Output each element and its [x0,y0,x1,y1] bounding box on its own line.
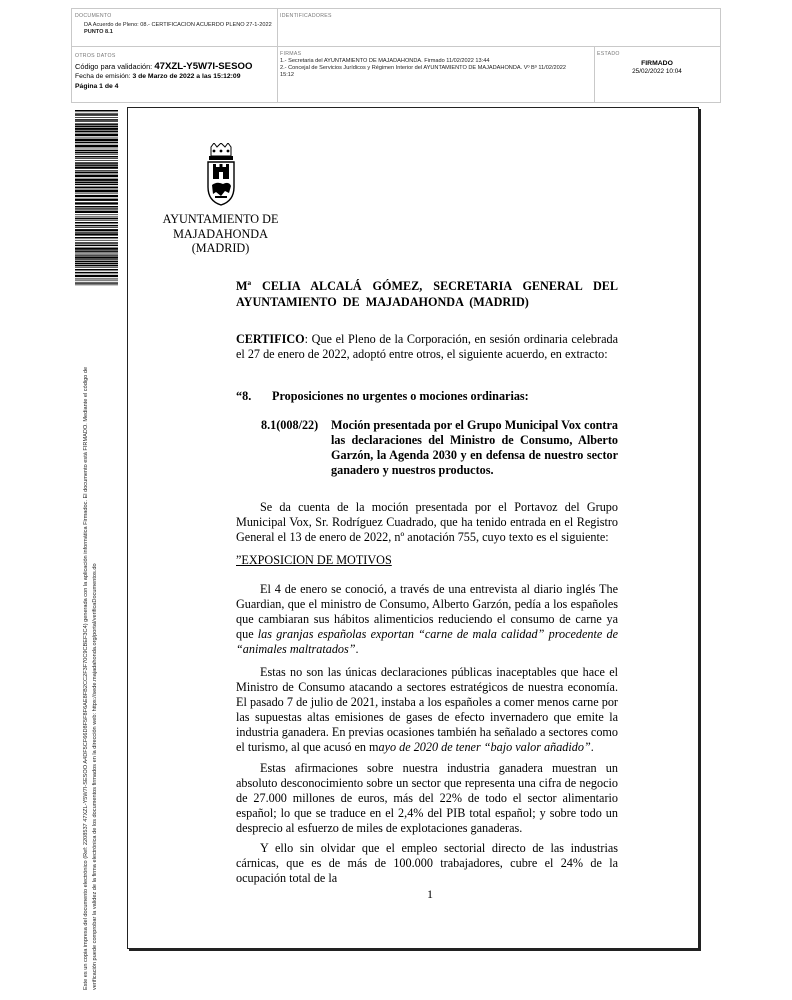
estado-value: FIRMADO [641,60,673,67]
firma-2: 2.- Concejal de Servicios Jurídicos y Régimen Interior del AYUNTAMIENTO DE MAJADAHONDA. Vº Bº 11/02/2022 [280,65,566,71]
side-note-line1: Este es un copia impresa del documento electrónico (Ref: 2208537 47XZL-Y5W7I-SESOO A4DF5CF66D8F5F8F6AE8FB2CC2F3F70C9CBEF3C4) generada con la aplicación informática Firmadoc. El documento está FIRMADO. Mediante el código de [83,366,89,990]
paragraph-2-text: Estas no son las únicas declaraciones públicas inaceptables que hace el Ministro de Consumo atacando a sectores estratégicos de nuestra economía. El pasado 7 de julio de 2021, instaba a los españoles a comer menos carne por las supuestas altas emisiones de gases de efecto invernadero que emite la industria ganadera. En previas ocasiones también ha señalado a sectores como el turismo, al que acusó en m [236,665,618,754]
letterhead-line3: (MADRID) [191,241,250,255]
documento-line1: DA Acuerdo de Pleno: 08.- CERTIFICACION ACUERDO PLENO 27-1-2022 [84,22,272,28]
firmas-list [280,58,592,79]
paragraph-4: Y ello sin olvidar que el empleo sectorial directo de las industrias cárnicas, que es de más de 100.000 trabajadores, cubre el 24% de la ocupación total de la [236,841,618,885]
firma-3: 15:12 [280,72,294,78]
codigo-prefix: Código para validación: [75,62,153,71]
document-metadata-table [71,8,721,103]
documento-label: DOCUMENTO [75,13,112,19]
validation-code-line [75,61,252,72]
emission-date-line [75,73,241,80]
firmas-label: FIRMAS [280,51,302,57]
documento-line2: PUNTO 8.1 [84,29,113,35]
page-count: Página 1 de 4 [75,83,119,90]
letterhead-line2: MAJADAHONDA [173,226,268,241]
coat-of-arms-crest [203,143,239,211]
barcode-image [75,110,118,286]
certifico-paragraph [236,332,618,362]
certificate-heading: Mª CELIA ALCALÁ GÓMEZ, SECRETARIA GENERAL DEL AYUNTAMIENTO DE MAJADAHONDA (MADRID) [236,279,618,309]
side-note-line2: verificación puede comprobar la validez de la firma electrónica de los documentos firmados en la dirección web: https://sede.majadahonda.org/portal/verificaDocumentos.do [91,563,98,990]
estado-label: ESTADO [597,51,620,57]
validation-code: 47XZL-Y5W7I-SESOO [154,61,253,72]
certifico-text: : Que el Pleno de la Corporación, en sesión ordinaria celebrada el 27 de enero de 2022, adoptó entre otros, el siguiente acuerdo, en extracto: [236,332,618,361]
paragraph-3: Estas afirmaciones sobre nuestra industria ganadera muestran un absoluto desconocimiento sobre un sector que representa una cifra de negocio de 27.000 millones de euros, más del 22% de todo el sector alimentario español; lo que se traduce en el 2,4% del PIB total español; y sobre todo un desprecio al esfuerzo de miles de explotaciones ganaderas. [236,761,618,835]
section-title: Proposiciones no urgentes o mociones ordinarias: [272,389,529,403]
certifico-label: CERTIFICO [236,332,305,346]
letterhead-line1: AYUNTAMIENTO DE [162,212,279,226]
estado-date: 25/02/2022 10:04 [632,68,682,75]
otros-datos-label: OTROS DATOS [75,53,116,59]
fecha-prefix: Fecha de emisión: [75,73,131,80]
intro-paragraph: Se da cuenta de la moción presentada por el Portavoz del Grupo Municipal Vox, Sr. Rodríguez Cuadrado, que ha tenido entrada en el Registro General el 13 de enero de 2022, nº anotación 755, cuyo texto es el siguiente: [236,500,618,544]
paragraph-1-text: El 4 de enero se conoció, a través de una entrevista al diario inglés The Guardian, que el ministro de Consumo, Alberto Garzón, pedía a los españoles que cambiaran sus hábitos alimenticios reduciendo el consumo de carne ya que [236,582,618,641]
page-number: 1 [427,887,433,901]
paragraph-2-end: . [590,740,594,754]
emission-date: 3 de Marzo de 2022 a las 15:12:09 [132,73,241,80]
paragraph-2-quote: ayo de 2020 de tener “bajo valor añadido” [378,740,591,754]
exposicion-title: ”EXPOSICION DE MOTIVOS [236,553,392,567]
paragraph-1 [236,582,618,657]
section-number: “8. [236,389,252,403]
identificadores-label: IDENTIFICADORES [280,13,332,19]
item-title: Moción presentada por el Grupo Municipal Vox contra las declaraciones del Ministro de Consumo, Alberto Garzón, la Agenda 2030 y en defensa de nuestro sector ganadero y nuestros productos. [331,418,618,477]
item-code: 8.1(008/22) [261,418,319,432]
paragraph-1-quote: las granjas españolas exportan “carne de mala calidad” procedente de “animales maltratados” [236,627,618,656]
letterhead [158,212,283,256]
paragraph-2 [236,665,618,755]
firma-1: 1.- Secretaria del AYUNTAMIENTO DE MAJADAHONDA. Firmado 11/02/2022 13:44 [280,58,490,64]
verification-side-note [82,300,99,990]
paragraph-1-end: . [355,642,359,656]
